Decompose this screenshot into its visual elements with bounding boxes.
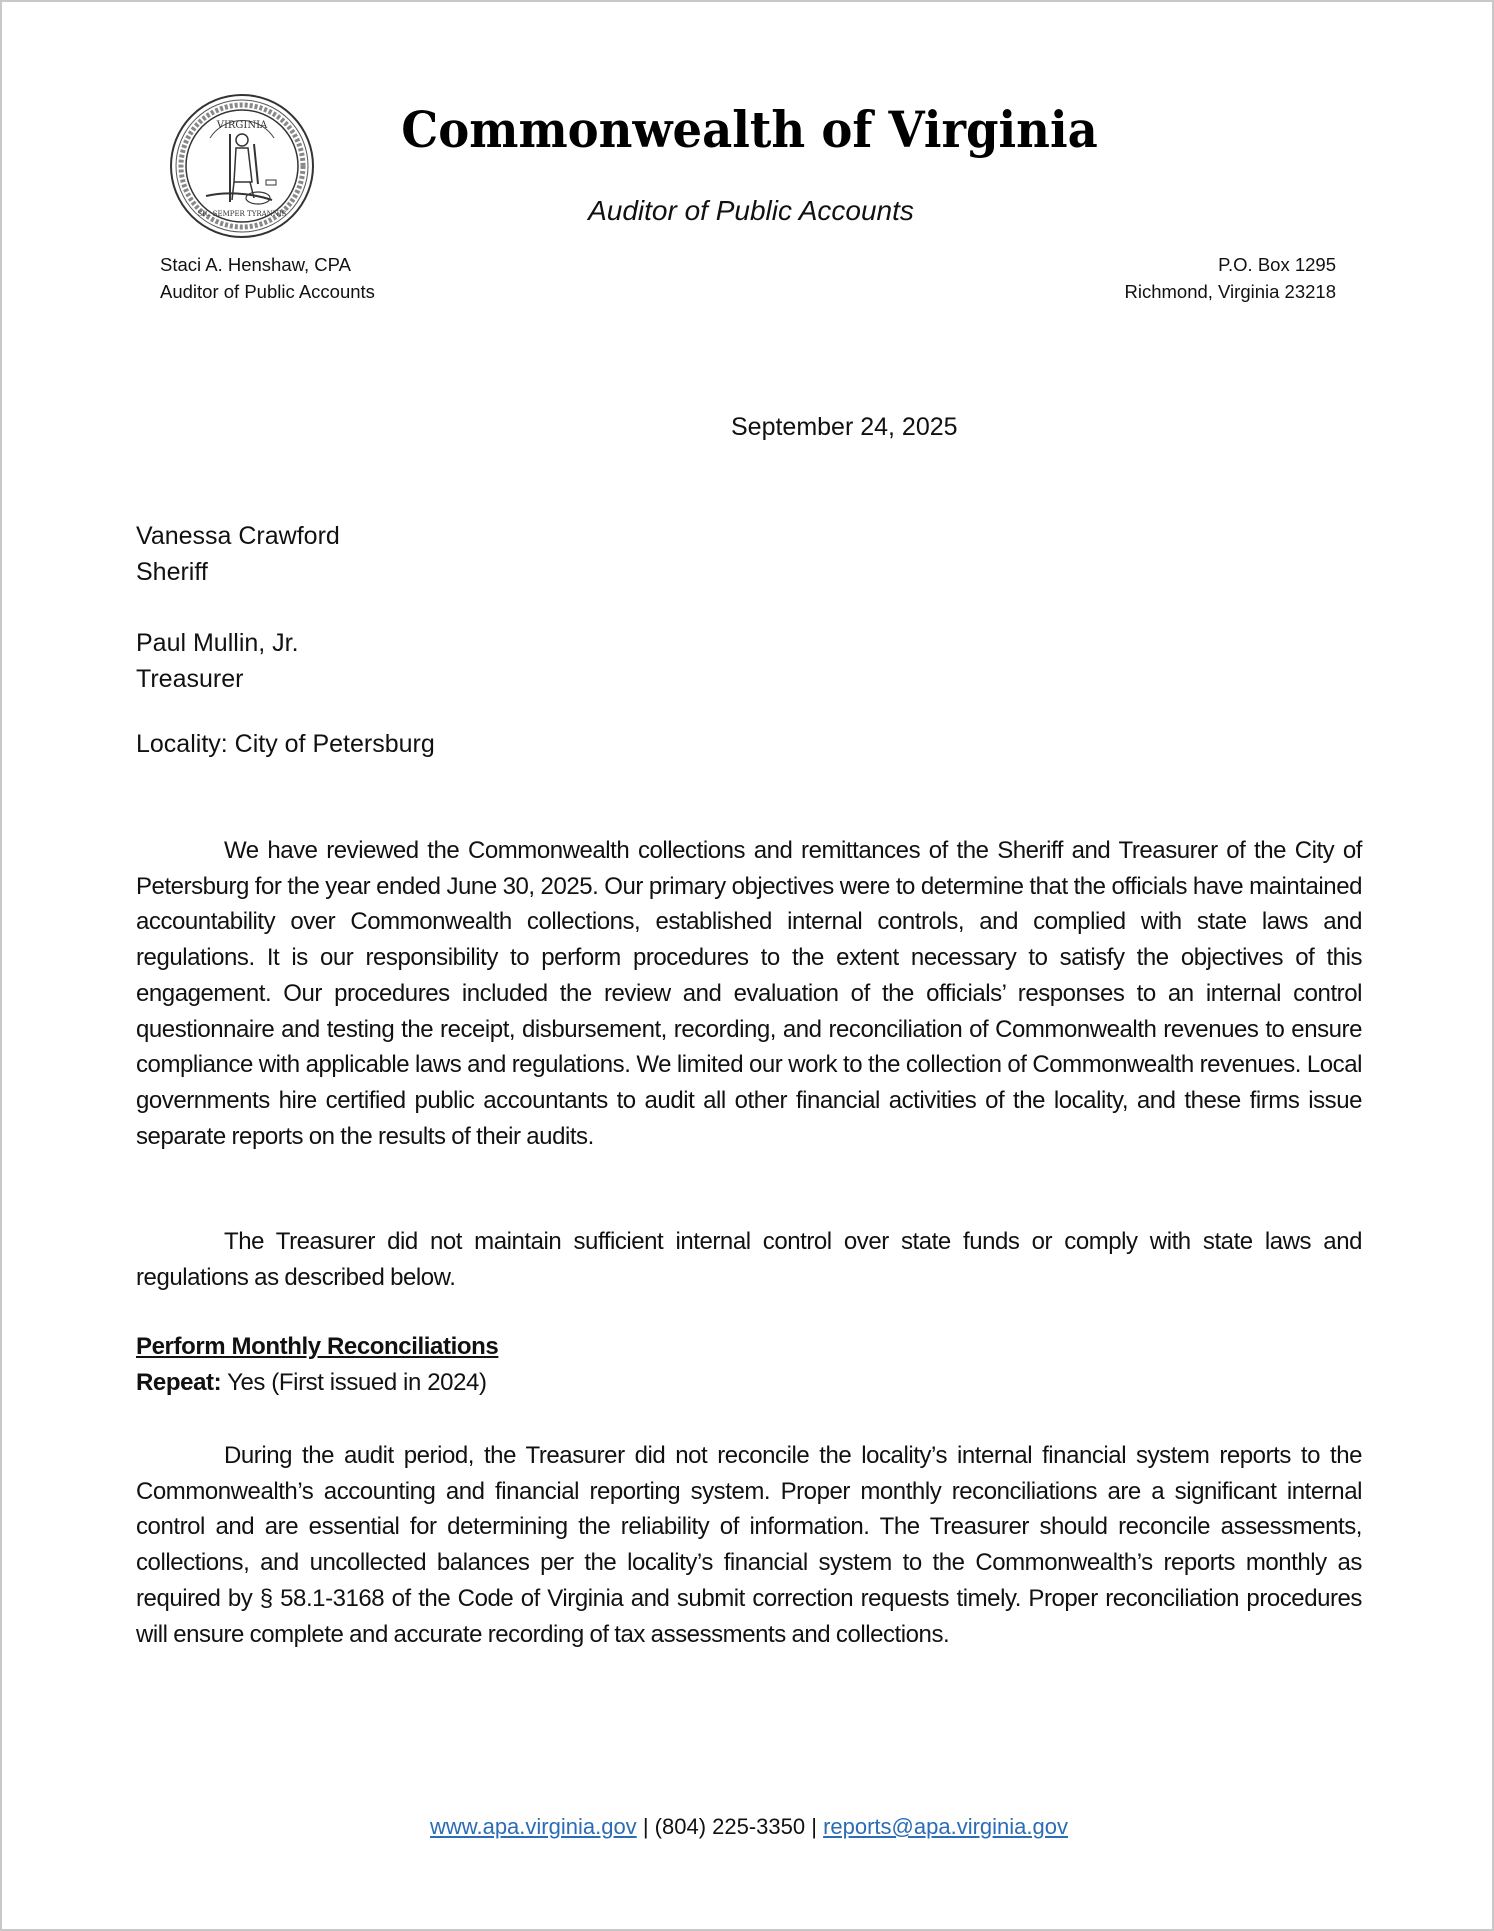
footer-separator: | xyxy=(811,1814,817,1839)
recipient-1 xyxy=(136,518,340,590)
address-line-2: Richmond, Virginia 23218 xyxy=(1124,281,1336,302)
recipient-2 xyxy=(136,625,299,697)
letterhead-subtitle: Auditor of Public Accounts xyxy=(588,195,914,226)
locality-line: Locality: City of Petersburg xyxy=(136,730,435,758)
repeat-value: Yes (First issued in 2024) xyxy=(221,1369,487,1396)
recipient-name: Paul Mullin, Jr. xyxy=(136,629,299,657)
letter-date: September 24, 2025 xyxy=(731,413,958,441)
letterhead-title: Commonwealth of Virginia xyxy=(400,100,1098,159)
svg-text:VIRGINIA: VIRGINIA xyxy=(216,120,268,131)
recipient-title: Treasurer xyxy=(136,665,244,693)
phone-number: (804) 225-3350 xyxy=(654,1814,806,1839)
finding-paragraph xyxy=(136,1438,1362,1652)
recipient-title: Sheriff xyxy=(136,558,208,586)
auditor-name: Staci A. Henshaw, CPA xyxy=(160,254,351,275)
footer-separator: | xyxy=(642,1814,649,1839)
finding-paragraph-text: During the audit period, the Treasurer did not reconcile the locality’s internal financial system reports to the Commonwealth’s accounting and financial reporting system. Proper monthly reconciliations are a significant internal control and are essential for determining the reliability of information. The Treasurer should reconcile assessments, collections, and uncollected balances per the locality’s financial system to the Commonwealth’s reports monthly as required by § 58.1-3168 of the Code of Virginia and submit correction requests timely. Proper reconciliation procedures will ensure complete and accurate recording of tax assessments and collections. xyxy=(136,1442,1362,1648)
repeat-status xyxy=(136,1369,487,1397)
summary-paragraph xyxy=(136,1224,1362,1295)
recipient-name: Vanessa Crawford xyxy=(136,522,340,550)
email-link[interactable]: reports@apa.virginia.gov xyxy=(823,1814,1068,1839)
auditor-role: Auditor of Public Accounts xyxy=(160,281,375,302)
website-link[interactable]: www.apa.virginia.gov xyxy=(430,1814,637,1839)
summary-paragraph-text: The Treasurer did not maintain sufficient internal control over state funds or comply with state laws and regulations as described below. xyxy=(136,1228,1362,1291)
finding-heading: Perform Monthly Reconciliations xyxy=(136,1333,499,1360)
svg-text:SIC SEMPER TYRANNIS: SIC SEMPER TYRANNIS xyxy=(197,210,287,218)
footer xyxy=(2,1814,1494,1840)
repeat-label: Repeat: xyxy=(136,1369,222,1396)
intro-paragraph xyxy=(136,833,1362,1154)
address-line-1: P.O. Box 1295 xyxy=(1218,254,1336,275)
intro-paragraph-text: We have reviewed the Commonwealth collections and remittances of the Sheriff and Treasurer of the City of Petersburg for the year ended June 30, 2025. Our primary objectives were to determine that the officials have maintained accountability over Commonwealth collections, established internal controls, and complied with state laws and regulations. It is our responsibility to perform procedures to the extent necessary to satisfy the objectives of this engagement. Our procedures included the review and evaluation of the officials’ responses to an internal control questionnaire and testing the receipt, disbursement, recording, and reconciliation of Commonwealth revenues to ensure compliance with applicable laws and regulations. We limited our work to the collection of Commonwealth revenues. Local governments hire certified public accountants to audit all other financial activities of the locality, and these firms issue separate reports on the results of their audits. xyxy=(136,837,1362,1150)
auditor-block xyxy=(160,251,375,305)
mailing-address-block xyxy=(1124,251,1336,305)
